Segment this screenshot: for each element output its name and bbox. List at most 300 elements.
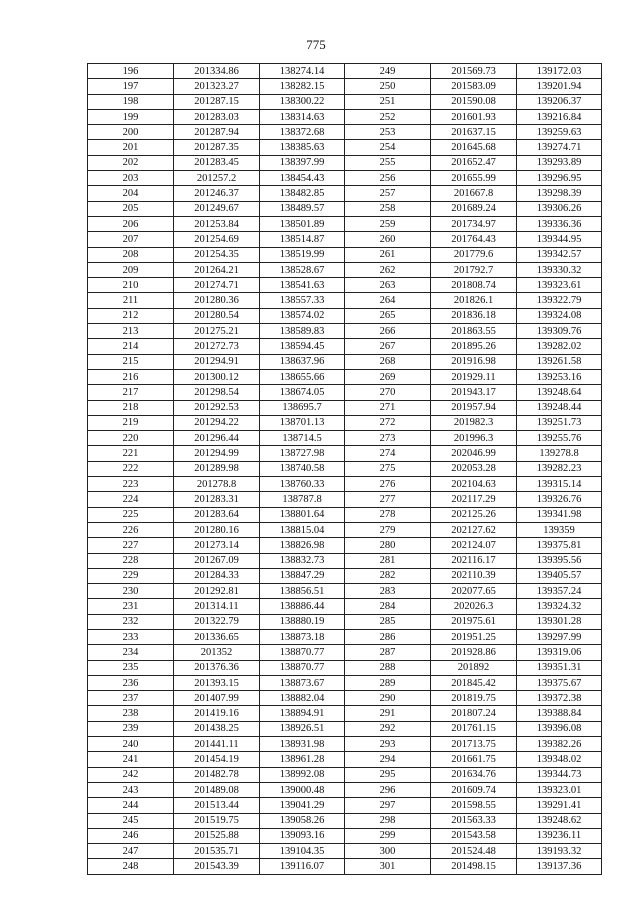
left-x-coordinate-cell: 201280.54 [174, 308, 260, 323]
right-y-coordinate-cell: 139306.26 [517, 201, 602, 216]
left-x-coordinate-cell: 201257.2 [174, 171, 260, 186]
left-x-coordinate-cell: 201525.88 [174, 828, 260, 843]
left-y-coordinate-cell: 139041.29 [260, 798, 345, 813]
right-y-coordinate-cell: 139351.31 [517, 660, 602, 675]
left-point-number-cell: 218 [88, 400, 174, 415]
left-y-coordinate-cell: 138826.98 [260, 538, 345, 553]
left-point-number-cell: 240 [88, 737, 174, 752]
right-y-coordinate-cell: 139322.79 [517, 293, 602, 308]
right-point-number-cell: 271 [345, 400, 431, 415]
left-y-coordinate-cell: 138574.02 [260, 308, 345, 323]
right-x-coordinate-cell: 201655.99 [431, 171, 517, 186]
left-x-coordinate-cell: 201535.71 [174, 844, 260, 859]
right-point-number-cell: 251 [345, 94, 431, 109]
right-y-coordinate-cell: 139375.67 [517, 675, 602, 690]
right-y-coordinate-cell: 139216.84 [517, 109, 602, 124]
right-x-coordinate-cell: 201807.24 [431, 706, 517, 721]
right-x-coordinate-cell: 202046.99 [431, 446, 517, 461]
right-point-number-cell: 288 [345, 660, 431, 675]
left-point-number-cell: 202 [88, 155, 174, 170]
right-point-number-cell: 286 [345, 629, 431, 644]
table-row [88, 415, 602, 430]
right-point-number-cell: 296 [345, 782, 431, 797]
left-x-coordinate-cell: 201543.39 [174, 859, 260, 874]
left-y-coordinate-cell: 139000.48 [260, 782, 345, 797]
right-point-number-cell: 291 [345, 706, 431, 721]
left-x-coordinate-cell: 201292.81 [174, 584, 260, 599]
right-y-coordinate-cell: 139330.32 [517, 262, 602, 277]
left-point-number-cell: 226 [88, 522, 174, 537]
table-row [88, 431, 602, 446]
right-x-coordinate-cell: 201819.75 [431, 691, 517, 706]
right-y-coordinate-cell: 139296.95 [517, 171, 602, 186]
right-y-coordinate-cell: 139405.57 [517, 568, 602, 583]
table-row [88, 584, 602, 599]
table-row [88, 828, 602, 843]
left-point-number-cell: 201 [88, 140, 174, 155]
right-x-coordinate-cell: 201734.97 [431, 216, 517, 231]
left-y-coordinate-cell: 138961.28 [260, 752, 345, 767]
right-point-number-cell: 256 [345, 171, 431, 186]
left-x-coordinate-cell: 201283.64 [174, 507, 260, 522]
left-y-coordinate-cell: 138594.45 [260, 339, 345, 354]
table-row [88, 109, 602, 124]
table-row [88, 645, 602, 660]
right-x-coordinate-cell: 201779.6 [431, 247, 517, 262]
left-x-coordinate-cell: 201280.16 [174, 522, 260, 537]
table-row [88, 691, 602, 706]
right-x-coordinate-cell: 201524.48 [431, 844, 517, 859]
right-point-number-cell: 295 [345, 767, 431, 782]
left-y-coordinate-cell: 138557.33 [260, 293, 345, 308]
left-point-number-cell: 214 [88, 339, 174, 354]
left-y-coordinate-cell: 138695.7 [260, 400, 345, 415]
right-y-coordinate-cell: 139259.63 [517, 125, 602, 140]
left-x-coordinate-cell: 201407.99 [174, 691, 260, 706]
left-y-coordinate-cell: 138514.87 [260, 232, 345, 247]
right-x-coordinate-cell: 201543.58 [431, 828, 517, 843]
left-y-coordinate-cell: 138528.67 [260, 262, 345, 277]
table-row [88, 94, 602, 109]
right-point-number-cell: 253 [345, 125, 431, 140]
left-x-coordinate-cell: 201352 [174, 645, 260, 660]
right-y-coordinate-cell: 139236.11 [517, 828, 602, 843]
table-row [88, 216, 602, 231]
right-y-coordinate-cell: 139193.32 [517, 844, 602, 859]
right-point-number-cell: 281 [345, 553, 431, 568]
right-y-coordinate-cell: 139201.94 [517, 79, 602, 94]
left-y-coordinate-cell: 138832.73 [260, 553, 345, 568]
left-y-coordinate-cell: 138847.29 [260, 568, 345, 583]
left-x-coordinate-cell: 201489.08 [174, 782, 260, 797]
table-row [88, 171, 602, 186]
right-y-coordinate-cell: 139248.44 [517, 400, 602, 415]
left-x-coordinate-cell: 201278.8 [174, 477, 260, 492]
left-point-number-cell: 200 [88, 125, 174, 140]
left-point-number-cell: 244 [88, 798, 174, 813]
left-x-coordinate-cell: 201314.11 [174, 599, 260, 614]
left-y-coordinate-cell: 138519.99 [260, 247, 345, 262]
right-y-coordinate-cell: 139297.99 [517, 629, 602, 644]
right-x-coordinate-cell: 201652.47 [431, 155, 517, 170]
table-row [88, 461, 602, 476]
right-point-number-cell: 298 [345, 813, 431, 828]
right-y-coordinate-cell: 139274.71 [517, 140, 602, 155]
right-point-number-cell: 265 [345, 308, 431, 323]
right-x-coordinate-cell: 201792.7 [431, 262, 517, 277]
left-point-number-cell: 235 [88, 660, 174, 675]
left-point-number-cell: 196 [88, 64, 174, 79]
left-x-coordinate-cell: 201438.25 [174, 721, 260, 736]
left-point-number-cell: 227 [88, 538, 174, 553]
left-point-number-cell: 223 [88, 477, 174, 492]
right-y-coordinate-cell: 139253.16 [517, 369, 602, 384]
left-y-coordinate-cell: 138894.91 [260, 706, 345, 721]
right-y-coordinate-cell: 139324.08 [517, 308, 602, 323]
left-point-number-cell: 210 [88, 278, 174, 293]
right-point-number-cell: 249 [345, 64, 431, 79]
table-row [88, 155, 602, 170]
table-row [88, 721, 602, 736]
right-point-number-cell: 279 [345, 522, 431, 537]
right-x-coordinate-cell: 201661.75 [431, 752, 517, 767]
right-x-coordinate-cell: 201713.75 [431, 737, 517, 752]
left-y-coordinate-cell: 138801.64 [260, 507, 345, 522]
left-y-coordinate-cell: 138300.22 [260, 94, 345, 109]
left-x-coordinate-cell: 201273.14 [174, 538, 260, 553]
table-row [88, 385, 602, 400]
right-point-number-cell: 283 [345, 584, 431, 599]
coordinate-table-body [88, 64, 602, 875]
right-x-coordinate-cell: 201836.18 [431, 308, 517, 323]
left-y-coordinate-cell: 138589.83 [260, 324, 345, 339]
right-point-number-cell: 274 [345, 446, 431, 461]
right-y-coordinate-cell: 139137.36 [517, 859, 602, 874]
right-x-coordinate-cell: 201826.1 [431, 293, 517, 308]
right-y-coordinate-cell: 139298.39 [517, 186, 602, 201]
left-point-number-cell: 224 [88, 492, 174, 507]
left-x-coordinate-cell: 201284.33 [174, 568, 260, 583]
right-x-coordinate-cell: 201609.74 [431, 782, 517, 797]
right-y-coordinate-cell: 139309.76 [517, 324, 602, 339]
right-point-number-cell: 270 [345, 385, 431, 400]
table-row [88, 813, 602, 828]
right-x-coordinate-cell: 202124.07 [431, 538, 517, 553]
table-row [88, 507, 602, 522]
right-point-number-cell: 277 [345, 492, 431, 507]
right-point-number-cell: 257 [345, 186, 431, 201]
left-x-coordinate-cell: 201296.44 [174, 431, 260, 446]
left-x-coordinate-cell: 201254.69 [174, 232, 260, 247]
table-row [88, 446, 602, 461]
right-x-coordinate-cell: 201943.17 [431, 385, 517, 400]
table-row [88, 767, 602, 782]
right-y-coordinate-cell: 139248.64 [517, 385, 602, 400]
left-x-coordinate-cell: 201334.86 [174, 64, 260, 79]
left-point-number-cell: 241 [88, 752, 174, 767]
left-point-number-cell: 230 [88, 584, 174, 599]
left-x-coordinate-cell: 201254.35 [174, 247, 260, 262]
left-x-coordinate-cell: 201376.36 [174, 660, 260, 675]
right-y-coordinate-cell: 139255.76 [517, 431, 602, 446]
left-y-coordinate-cell: 138372.68 [260, 125, 345, 140]
left-y-coordinate-cell: 138760.33 [260, 477, 345, 492]
left-x-coordinate-cell: 201519.75 [174, 813, 260, 828]
left-x-coordinate-cell: 201336.65 [174, 629, 260, 644]
left-point-number-cell: 220 [88, 431, 174, 446]
left-x-coordinate-cell: 201393.15 [174, 675, 260, 690]
right-point-number-cell: 278 [345, 507, 431, 522]
left-y-coordinate-cell: 138926.51 [260, 721, 345, 736]
right-point-number-cell: 269 [345, 369, 431, 384]
right-y-coordinate-cell: 139206.37 [517, 94, 602, 109]
right-x-coordinate-cell: 201845.42 [431, 675, 517, 690]
table-row [88, 79, 602, 94]
right-point-number-cell: 284 [345, 599, 431, 614]
right-point-number-cell: 289 [345, 675, 431, 690]
left-point-number-cell: 221 [88, 446, 174, 461]
right-x-coordinate-cell: 201598.55 [431, 798, 517, 813]
right-x-coordinate-cell: 201761.15 [431, 721, 517, 736]
right-x-coordinate-cell: 202026.3 [431, 599, 517, 614]
left-point-number-cell: 246 [88, 828, 174, 843]
right-point-number-cell: 293 [345, 737, 431, 752]
left-point-number-cell: 219 [88, 415, 174, 430]
left-point-number-cell: 206 [88, 216, 174, 231]
right-point-number-cell: 294 [345, 752, 431, 767]
right-point-number-cell: 297 [345, 798, 431, 813]
left-x-coordinate-cell: 201289.98 [174, 461, 260, 476]
right-point-number-cell: 262 [345, 262, 431, 277]
left-x-coordinate-cell: 201419.16 [174, 706, 260, 721]
table-row [88, 477, 602, 492]
table-row [88, 614, 602, 629]
left-y-coordinate-cell: 138489.57 [260, 201, 345, 216]
table-row [88, 629, 602, 644]
right-x-coordinate-cell: 201957.94 [431, 400, 517, 415]
right-x-coordinate-cell: 201563.33 [431, 813, 517, 828]
left-x-coordinate-cell: 201322.79 [174, 614, 260, 629]
left-y-coordinate-cell: 138787.8 [260, 492, 345, 507]
right-y-coordinate-cell: 139293.89 [517, 155, 602, 170]
left-y-coordinate-cell: 138701.13 [260, 415, 345, 430]
table-row [88, 201, 602, 216]
right-point-number-cell: 280 [345, 538, 431, 553]
right-y-coordinate-cell: 139372.38 [517, 691, 602, 706]
table-row [88, 844, 602, 859]
right-x-coordinate-cell: 201928.86 [431, 645, 517, 660]
table-row [88, 752, 602, 767]
left-point-number-cell: 231 [88, 599, 174, 614]
left-x-coordinate-cell: 201272.73 [174, 339, 260, 354]
left-x-coordinate-cell: 201283.03 [174, 109, 260, 124]
table-row [88, 339, 602, 354]
table-row [88, 400, 602, 415]
right-x-coordinate-cell: 202110.39 [431, 568, 517, 583]
right-x-coordinate-cell: 201667.8 [431, 186, 517, 201]
right-x-coordinate-cell: 201498.15 [431, 859, 517, 874]
right-point-number-cell: 255 [345, 155, 431, 170]
left-y-coordinate-cell: 138873.67 [260, 675, 345, 690]
right-y-coordinate-cell: 139336.36 [517, 216, 602, 231]
left-x-coordinate-cell: 201294.99 [174, 446, 260, 461]
right-y-coordinate-cell: 139315.14 [517, 477, 602, 492]
right-x-coordinate-cell: 202125.26 [431, 507, 517, 522]
right-point-number-cell: 264 [345, 293, 431, 308]
left-y-coordinate-cell: 138856.51 [260, 584, 345, 599]
left-y-coordinate-cell: 138882.04 [260, 691, 345, 706]
left-y-coordinate-cell: 138637.96 [260, 354, 345, 369]
right-x-coordinate-cell: 201569.73 [431, 64, 517, 79]
left-x-coordinate-cell: 201294.22 [174, 415, 260, 430]
right-y-coordinate-cell: 139261.58 [517, 354, 602, 369]
right-y-coordinate-cell: 139395.56 [517, 553, 602, 568]
left-point-number-cell: 243 [88, 782, 174, 797]
left-x-coordinate-cell: 201246.37 [174, 186, 260, 201]
left-y-coordinate-cell: 139104.35 [260, 844, 345, 859]
table-row [88, 293, 602, 308]
table-row [88, 262, 602, 277]
right-y-coordinate-cell: 139359 [517, 522, 602, 537]
left-point-number-cell: 215 [88, 354, 174, 369]
right-x-coordinate-cell: 201764.43 [431, 232, 517, 247]
left-y-coordinate-cell: 138655.66 [260, 369, 345, 384]
left-y-coordinate-cell: 138501.89 [260, 216, 345, 231]
left-x-coordinate-cell: 201482.78 [174, 767, 260, 782]
right-y-coordinate-cell: 139344.95 [517, 232, 602, 247]
table-row [88, 247, 602, 262]
left-x-coordinate-cell: 201323.27 [174, 79, 260, 94]
right-point-number-cell: 273 [345, 431, 431, 446]
table-row [88, 369, 602, 384]
left-y-coordinate-cell: 138870.77 [260, 660, 345, 675]
left-point-number-cell: 234 [88, 645, 174, 660]
table-row [88, 232, 602, 247]
right-point-number-cell: 275 [345, 461, 431, 476]
left-point-number-cell: 222 [88, 461, 174, 476]
right-y-coordinate-cell: 139319.06 [517, 645, 602, 660]
left-x-coordinate-cell: 201513.44 [174, 798, 260, 813]
left-point-number-cell: 199 [88, 109, 174, 124]
table-row [88, 186, 602, 201]
table-row [88, 798, 602, 813]
right-y-coordinate-cell: 139357.24 [517, 584, 602, 599]
right-point-number-cell: 276 [345, 477, 431, 492]
left-x-coordinate-cell: 201283.45 [174, 155, 260, 170]
right-point-number-cell: 254 [345, 140, 431, 155]
right-x-coordinate-cell: 201808.74 [431, 278, 517, 293]
right-point-number-cell: 258 [345, 201, 431, 216]
right-x-coordinate-cell: 201892 [431, 660, 517, 675]
left-x-coordinate-cell: 201294.91 [174, 354, 260, 369]
table-row [88, 324, 602, 339]
right-y-coordinate-cell: 139324.32 [517, 599, 602, 614]
left-x-coordinate-cell: 201280.36 [174, 293, 260, 308]
left-y-coordinate-cell: 138870.77 [260, 645, 345, 660]
left-x-coordinate-cell: 201253.84 [174, 216, 260, 231]
left-point-number-cell: 216 [88, 369, 174, 384]
left-y-coordinate-cell: 138873.18 [260, 629, 345, 644]
right-y-coordinate-cell: 139251.73 [517, 415, 602, 430]
right-y-coordinate-cell: 139396.08 [517, 721, 602, 736]
right-x-coordinate-cell: 201645.68 [431, 140, 517, 155]
right-point-number-cell: 266 [345, 324, 431, 339]
right-point-number-cell: 282 [345, 568, 431, 583]
right-point-number-cell: 252 [345, 109, 431, 124]
right-y-coordinate-cell: 139248.62 [517, 813, 602, 828]
table-row [88, 599, 602, 614]
table-row [88, 492, 602, 507]
left-point-number-cell: 198 [88, 94, 174, 109]
table-row [88, 859, 602, 874]
right-x-coordinate-cell: 201916.98 [431, 354, 517, 369]
left-x-coordinate-cell: 201275.21 [174, 324, 260, 339]
left-y-coordinate-cell: 138815.04 [260, 522, 345, 537]
left-point-number-cell: 213 [88, 324, 174, 339]
left-y-coordinate-cell: 138541.63 [260, 278, 345, 293]
left-y-coordinate-cell: 138992.08 [260, 767, 345, 782]
left-y-coordinate-cell: 139058.26 [260, 813, 345, 828]
table-row [88, 308, 602, 323]
left-y-coordinate-cell: 138714.5 [260, 431, 345, 446]
page-number: 775 [306, 37, 326, 52]
left-point-number-cell: 237 [88, 691, 174, 706]
left-x-coordinate-cell: 201283.31 [174, 492, 260, 507]
right-y-coordinate-cell: 139375.81 [517, 538, 602, 553]
left-point-number-cell: 238 [88, 706, 174, 721]
left-y-coordinate-cell: 138931.98 [260, 737, 345, 752]
right-point-number-cell: 285 [345, 614, 431, 629]
coordinate-table [87, 63, 602, 875]
table-row [88, 125, 602, 140]
right-x-coordinate-cell: 201895.26 [431, 339, 517, 354]
left-point-number-cell: 236 [88, 675, 174, 690]
right-x-coordinate-cell: 202077.65 [431, 584, 517, 599]
right-point-number-cell: 261 [345, 247, 431, 262]
left-y-coordinate-cell: 139093.16 [260, 828, 345, 843]
left-point-number-cell: 229 [88, 568, 174, 583]
right-y-coordinate-cell: 139282.02 [517, 339, 602, 354]
left-point-number-cell: 217 [88, 385, 174, 400]
left-point-number-cell: 228 [88, 553, 174, 568]
left-point-number-cell: 204 [88, 186, 174, 201]
right-y-coordinate-cell: 139291.41 [517, 798, 602, 813]
left-point-number-cell: 233 [88, 629, 174, 644]
right-y-coordinate-cell: 139348.02 [517, 752, 602, 767]
left-y-coordinate-cell: 138282.15 [260, 79, 345, 94]
right-x-coordinate-cell: 201601.93 [431, 109, 517, 124]
left-y-coordinate-cell: 138482.85 [260, 186, 345, 201]
right-point-number-cell: 250 [345, 79, 431, 94]
table-row [88, 354, 602, 369]
table-row [88, 706, 602, 721]
right-point-number-cell: 260 [345, 232, 431, 247]
left-point-number-cell: 239 [88, 721, 174, 736]
right-point-number-cell: 290 [345, 691, 431, 706]
right-point-number-cell: 287 [345, 645, 431, 660]
left-y-coordinate-cell: 138397.99 [260, 155, 345, 170]
right-point-number-cell: 300 [345, 844, 431, 859]
left-y-coordinate-cell: 138886.44 [260, 599, 345, 614]
right-y-coordinate-cell: 139323.61 [517, 278, 602, 293]
right-y-coordinate-cell: 139382.26 [517, 737, 602, 752]
left-y-coordinate-cell: 138274.14 [260, 64, 345, 79]
left-point-number-cell: 247 [88, 844, 174, 859]
right-x-coordinate-cell: 202104.63 [431, 477, 517, 492]
left-point-number-cell: 209 [88, 262, 174, 277]
left-point-number-cell: 248 [88, 859, 174, 874]
left-x-coordinate-cell: 201267.09 [174, 553, 260, 568]
